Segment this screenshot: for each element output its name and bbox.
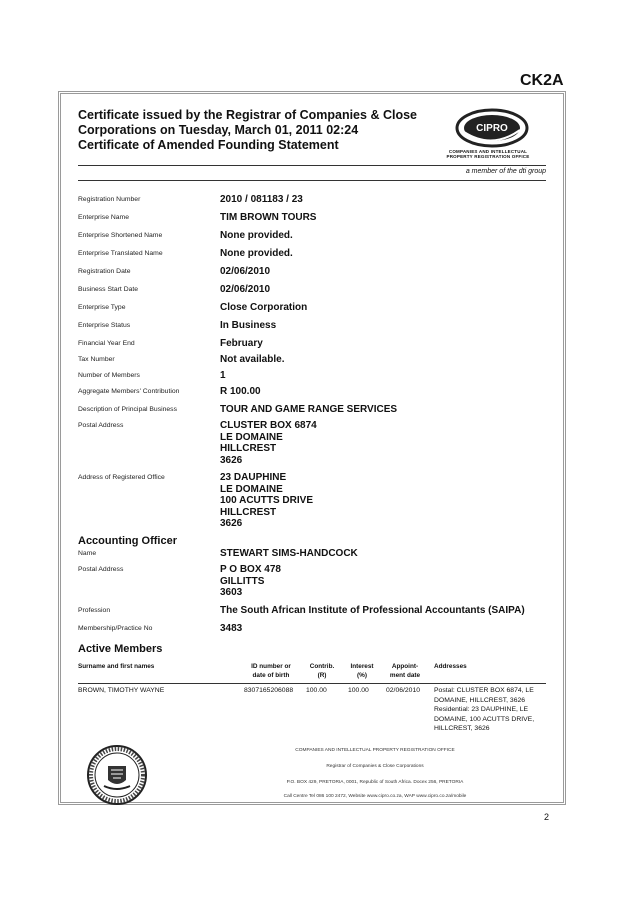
divider-top [78, 165, 546, 166]
page-number: 2 [544, 812, 550, 822]
field-label: Postal Address [78, 566, 124, 573]
field-label: Name [78, 550, 97, 557]
col-header-interest: Interest (%) [350, 663, 374, 679]
field-value: 02/06/2010 [220, 284, 271, 295]
col-header-name: Surname and first names [78, 663, 155, 670]
field-value: TOUR AND GAME RANGE SERVICES [220, 404, 398, 415]
footer-line-1: COMPANIES AND INTELLECTUAL PROPERTY REGISTRATION OFFICE [295, 748, 455, 753]
field-value: The South African Institute of Professional Accountants (SAIPA) [220, 605, 525, 616]
active-members-title: Active Members [78, 643, 163, 655]
field-value: 3483 [220, 623, 243, 634]
accounting-officer-title: Accounting Officer [78, 535, 178, 547]
field-value: TIM BROWN TOURS [220, 212, 317, 223]
form-code: CK2A [520, 72, 564, 89]
field-value: Not available. [220, 354, 285, 365]
field-label: Profession [78, 607, 111, 614]
field-label: Registration Date [78, 268, 131, 275]
field-label: Enterprise Shortened Name [78, 232, 163, 239]
member-id: 8307165206088 [244, 687, 294, 694]
header-line-3: Certificate of Amended Founding Statement [78, 138, 339, 152]
cipro-logo [454, 108, 530, 148]
field-label: Enterprise Translated Name [78, 250, 163, 257]
footer-line-4: Call Centre Tel 086 100 2472, Website www.cipro.co.za, WAP www.cipro.co.za/mobile [283, 794, 467, 799]
field-label: Financial Year End [78, 340, 135, 347]
certificate-header [78, 108, 438, 153]
member-contrib: 100.00 [306, 687, 327, 694]
field-value: 02/06/2010 [220, 266, 271, 277]
header-line-1: Certificate issued by the Registrar of Companies & Close [78, 108, 417, 122]
table-divider [78, 683, 546, 684]
field-value: Close Corporation [220, 302, 308, 313]
registrar-seal-icon [86, 744, 148, 806]
member-name: BROWN, TIMOTHY WAYNE [78, 687, 165, 694]
header-line-2: Corporations on Tuesday, March 01, 2011 02:24 [78, 123, 359, 137]
footer-line-2: Registrar of Companies & Close Corporations [326, 764, 424, 769]
field-value: 1 [220, 370, 226, 381]
col-header-id: ID number or date of birth [251, 663, 291, 679]
col-header-addresses: Addresses [434, 663, 467, 670]
field-value: R 100.00 [220, 386, 261, 397]
field-label: Registration Number [78, 196, 141, 203]
field-value: None provided. [220, 248, 293, 259]
logo-subtitle-2: PROPERTY REGISTRATION OFFICE [446, 154, 530, 159]
member-note: a member of the dti group [465, 168, 546, 175]
field-label: Address of Registered Office [78, 474, 165, 481]
divider-header [78, 180, 546, 181]
field-label: Aggregate Members' Contribution [78, 388, 180, 395]
field-value: In Business [220, 320, 277, 331]
member-appoint-date: 02/06/2010 [386, 687, 421, 694]
footer-line-3: P.O. BOX 429, PRETORIA, 0001, Republic of South Africa. Docex 256, PRETORIA [286, 780, 464, 785]
logo-name: CIPRO [476, 123, 508, 134]
field-value: February [220, 338, 263, 349]
field-label: Postal Address [78, 422, 124, 429]
col-header-appoint: Appoint- ment date [389, 663, 421, 679]
field-label: Tax Number [78, 356, 115, 363]
field-value: STEWART SIMS-HANDCOCK [220, 548, 358, 559]
field-label: Business Start Date [78, 286, 139, 293]
logo-subtitle [428, 149, 548, 159]
field-label: Enterprise Name [78, 214, 129, 221]
field-label: Membership/Practice No [78, 625, 153, 632]
field-label: Enterprise Status [78, 322, 131, 329]
field-label: Description of Principal Business [78, 406, 177, 413]
member-interest: 100.00 [348, 687, 369, 694]
field-value: CLUSTER BOX 6874 LE DOMAINE HILLCREST 3626 [220, 420, 317, 466]
field-value: P O BOX 478 GILLITTS 3603 [220, 564, 281, 598]
field-label: Number of Members [78, 372, 140, 379]
field-value: 23 DAUPHINE LE DOMAINE 100 ACUTTS DRIVE HILLCREST 3626 [220, 472, 313, 529]
field-label: Enterprise Type [78, 304, 126, 311]
field-value: None provided. [220, 230, 293, 241]
member-addresses: Postal: CLUSTER BOX 6874, LE DOMAINE, HILLCREST, 3626 Residential: 23 DAUPHINE, LE DOMAINE, 100 ACUTTS DRIVE, HILLCREST, 3626 [434, 687, 535, 732]
logo-subtitle-1: COMPANIES AND INTELLECTUAL [448, 149, 528, 154]
col-header-contrib: Contrib. (R) [309, 663, 335, 679]
field-value: 2010 / 081183 / 23 [220, 194, 303, 205]
